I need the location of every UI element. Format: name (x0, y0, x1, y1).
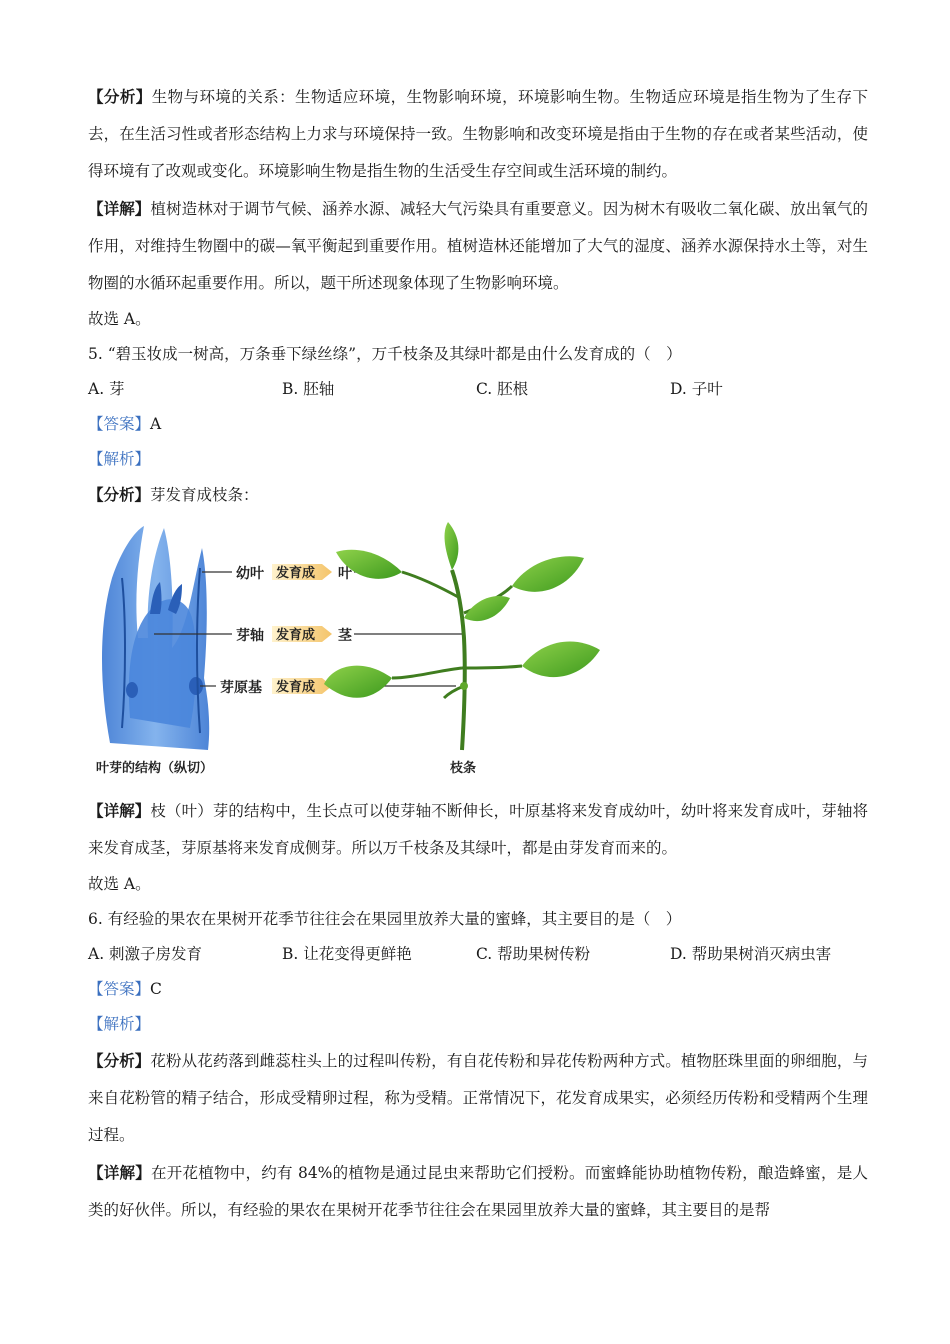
jiexi-tag: 【解析】 (88, 450, 151, 468)
label-part-1: 幼叶 (236, 566, 264, 582)
label-result-2: 茎 (338, 628, 352, 644)
analysis-tag: 【分析】 (88, 87, 152, 106)
q6-option-d: D. 帮助果树消灭病虫害 (670, 945, 832, 963)
detail-tag: 【详解】 (88, 801, 151, 820)
q6-option-a: A. 刺激子房发育 (88, 945, 203, 963)
analysis-tag: 【分析】 (88, 485, 151, 504)
q4-detail (88, 190, 868, 302)
jiexi-tag: 【解析】 (88, 1015, 151, 1033)
label-arrow-2: 发育成 (276, 628, 316, 643)
label-part-3: 芽原基 (220, 680, 262, 696)
analysis-text: 芽发育成枝条： (150, 486, 259, 504)
q6-answer (88, 972, 868, 1007)
analysis-tag: 【分析】 (88, 1051, 151, 1070)
q6-option-b: B. 让花变得更鲜艳 (282, 945, 412, 963)
q4-analysis (88, 78, 868, 190)
q5-conclusion: 故选 A。 (88, 875, 151, 893)
answer-value: A (150, 415, 162, 433)
q5-detail (88, 792, 868, 867)
detail-text: 枝（叶）芽的结构中，生长点可以使芽轴不断伸长，叶原基将来发育成幼叶，幼叶将来发育成叶，芽轴将来发育成茎，芽原基将来发育成侧芽。所以万千枝条及其绿叶，都是由芽发育而来的。 (88, 802, 868, 857)
shoot-caption: 枝条 (450, 761, 477, 776)
document-page (88, 78, 868, 1229)
bud-caption: 叶芽的结构（纵切） (96, 761, 214, 776)
q5-analysis (88, 477, 868, 512)
label-part-2: 芽轴 (236, 628, 264, 644)
bud-section-illustration (102, 526, 209, 750)
detail-text: 在开花植物中，约有 84%的植物是通过昆虫来帮助它们授粉。而蜜蜂能协助植物传粉，酿造蜂蜜，是人类的好伙伴。所以，有经验的果农在果树开花季节往往会在果园里放养大量的蜜蜂，其主要目的是帮 (88, 1164, 868, 1219)
q5-option-b: B. 胚轴 (282, 380, 335, 398)
answer-tag: 【答案】 (88, 415, 151, 433)
label-result-1: 叶 (338, 566, 352, 582)
analysis-text: 生物与环境的关系：生物适应环境，生物影响环境，环境影响生物。生物适应环境是指生物为了生存下去，在生活习性或者形态结构上力求与环境保持一致。生物影响和改变环境是指由于生物的存在或者某些活动，使得环境有了改观或变化。环境影响生物是指生物的生活受生存空间或生活环境的制约。 (88, 88, 868, 180)
q5-jiexi (88, 442, 868, 477)
q5-option-d: D. 子叶 (670, 380, 723, 398)
q5-option-c: C. 胚根 (476, 380, 529, 398)
q5-answer (88, 407, 868, 442)
detail-tag: 【详解】 (88, 1163, 152, 1182)
q5-options (88, 372, 868, 407)
q6-jiexi (88, 1007, 868, 1042)
label-arrow-1: 发育成 (276, 566, 316, 581)
label-arrow-3: 发育成 (276, 680, 316, 695)
detail-tag: 【详解】 (88, 199, 151, 218)
q6-detail (88, 1154, 868, 1229)
shoot-illustration (324, 522, 600, 750)
q5-option-a: A. 芽 (88, 380, 125, 398)
q5-stem: 5. “碧玉妆成一树高，万条垂下绿丝绦”，万千枝条及其绿叶都是由什么发育成的（ ） (88, 345, 682, 363)
bud-to-shoot-figure (92, 518, 612, 780)
q6-options (88, 937, 868, 972)
analysis-text: 花粉从花药落到雌蕊柱头上的过程叫传粉，有自花传粉和异花传粉两种方式。植物胚珠里面的卵细胞，与来自花粉管的精子结合，形成受精卵过程，称为受精。正常情况下，花发育成果实，必须经历传粉和受精两个生理过程。 (88, 1052, 868, 1144)
detail-text: 植树造林对于调节气候、涵养水源、减轻大气污染具有重要意义。因为树木有吸收二氧化碳、放出氧气的作用，对维持生物圈中的碳—氧平衡起到重要作用。植树造林还能增加了大气的湿度、涵养水源保持水土等，对生物圈的水循环起重要作用。所以，题干所述现象体现了生物影响环境。 (88, 200, 868, 292)
q6-stem: 6. 有经验的果农在果树开花季节往往会在果园里放养大量的蜜蜂，其主要目的是（ ） (88, 910, 682, 928)
answer-tag: 【答案】 (88, 980, 151, 998)
q6-option-c: C. 帮助果树传粉 (476, 945, 591, 963)
answer-value: C (150, 980, 162, 998)
q6-analysis (88, 1042, 868, 1154)
q4-conclusion: 故选 A。 (88, 310, 151, 328)
